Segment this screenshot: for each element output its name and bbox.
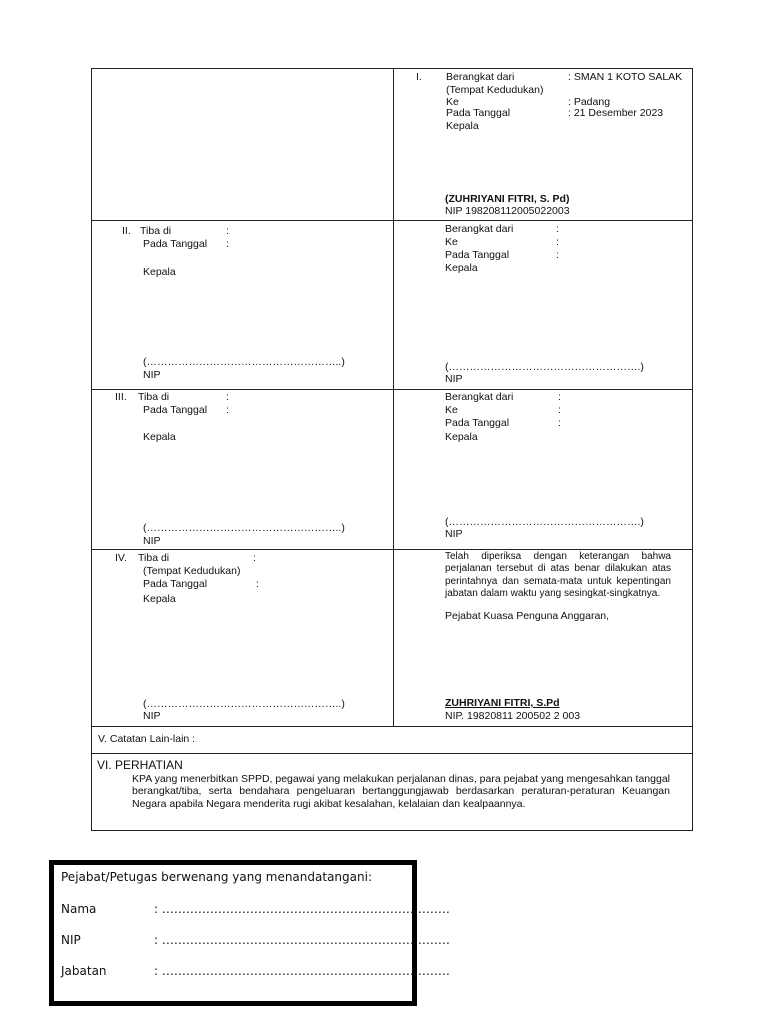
sec4-tempat-label: (Tempat Kedudukan)	[143, 565, 241, 577]
sec3-signature-line: (………………………………………………..)	[143, 522, 345, 534]
sec2r-berangkat-colon: :	[556, 223, 559, 235]
sec2r-kepala: Kepala	[445, 262, 478, 274]
sec2r-tanggal-label: Pada Tanggal	[445, 249, 510, 261]
column-divider	[393, 69, 394, 726]
sec2-tiba-colon: :	[226, 225, 229, 237]
sppd-form-frame	[91, 68, 693, 831]
sec3r-nip: NIP	[445, 528, 463, 540]
sec3r-signature-line: (……………………………………………….)	[445, 516, 644, 528]
row-divider-5	[92, 753, 692, 754]
sec4-tiba-colon: :	[253, 552, 256, 564]
sec1-kepala: Kepala	[446, 120, 479, 132]
sec2r-ke-label: Ke	[445, 236, 458, 248]
sec1-value-berangkat: : SMAN 1 KOTO SALAK	[568, 71, 683, 83]
sec3r-berangkat-label: Berangkat dari	[445, 391, 514, 403]
sec2r-berangkat-label: Berangkat dari	[445, 223, 514, 235]
sec1-official-nip: NIP 198208112005022003	[445, 205, 570, 217]
sec2r-nip: NIP	[445, 373, 463, 385]
sec1-label-tempat: (Tempat Kedudukan)	[446, 84, 544, 96]
sec3-kepala: Kepala	[143, 431, 176, 443]
row-divider-4	[92, 726, 692, 727]
sec3r-ke-colon: :	[558, 404, 561, 416]
sec6-perhatian-text: KPA yang menerbitkan SPPD, pegawai yang melakukan perjalanan dinas, para pejabat yang mengesahkan tanggal berangkat/tiba, serta bendahara pengeluaran bertanggungjawab berdasarkan peraturan-peraturan Keuangan Negara apabila Negara menderita rugi akibat kesalahan, kelalaian dan kealpaannya.	[132, 773, 670, 810]
signbox-nama-label: Nama	[61, 902, 97, 916]
sec3r-berangkat-colon: :	[558, 391, 561, 403]
sec2-tanggal-colon: :	[226, 238, 229, 250]
row-divider-2	[92, 389, 692, 390]
sec4-pejabat-title: Pejabat Kuasa Penguna Anggaran,	[445, 610, 610, 622]
sec3-tanggal-label: Pada Tanggal	[143, 404, 208, 416]
sec2r-ke-colon: :	[556, 236, 559, 248]
sec4-tiba-label: Tiba di	[138, 552, 170, 564]
sec4-official-name: ZUHRIYANI FITRI, S.Pd	[445, 697, 560, 709]
sec1-label-tanggal: Pada Tanggal	[446, 107, 511, 119]
sec1-value-tanggal: : 21 Desember 2023	[568, 107, 664, 119]
sec3-tiba-label: Tiba di	[138, 391, 170, 403]
signbox-jabatan-label: Jabatan	[61, 964, 107, 978]
row-divider-1	[92, 220, 692, 221]
sec4-tanggal-label: Pada Tanggal	[143, 578, 208, 590]
signbox-nip-field: : ………………………………………………………………	[154, 933, 450, 947]
row-divider-3	[92, 549, 692, 550]
section-4-number: IV.	[115, 552, 127, 564]
sec2-tanggal-label: Pada Tanggal	[143, 238, 208, 250]
sec2-signature-line: (………………………………………………..)	[143, 356, 345, 368]
sec3r-tanggal-colon: :	[558, 417, 561, 429]
section-1-number: I.	[416, 71, 422, 83]
sec4-signature-line: (………………………………………………..)	[143, 698, 345, 710]
signbox-nip-label: NIP	[61, 933, 81, 947]
sec2r-signature-line: (……………………………………………….)	[445, 361, 644, 373]
section-3-number: III.	[115, 391, 127, 403]
sec2-nip: NIP	[143, 369, 161, 381]
sec3r-kepala: Kepala	[445, 431, 478, 443]
sec3-tanggal-colon: :	[226, 404, 229, 416]
sec2r-tanggal-colon: :	[556, 249, 559, 261]
sec3r-tanggal-label: Pada Tanggal	[445, 417, 510, 429]
sec1-value-ke: : Padang	[568, 96, 611, 108]
signbox-jabatan-field: : ………………………………………………………………	[154, 964, 450, 978]
sec3r-ke-label: Ke	[445, 404, 458, 416]
sec1-label-ke: Ke	[446, 96, 459, 108]
sec1-official-name: (ZUHRIYANI FITRI, S. Pd)	[445, 193, 570, 205]
sec3-nip: NIP	[143, 535, 161, 547]
signbox-nama-field: : ………………………………………………………………	[154, 902, 450, 916]
sec3-tiba-colon: :	[226, 391, 229, 403]
sec4-kepala: Kepala	[143, 593, 176, 605]
sec5-catatan-label: V. Catatan Lain-lain :	[98, 733, 196, 745]
sec2-tiba-label: Tiba di	[140, 225, 172, 237]
sec4-official-nip: NIP. 19820811 200502 2 003	[445, 710, 581, 722]
sec6-title: VI. PERHATIAN	[97, 758, 183, 772]
sec1-label-berangkat: Berangkat dari	[446, 71, 515, 83]
sec4-tanggal-colon: :	[256, 578, 259, 590]
sec4-nip: NIP	[143, 710, 161, 722]
sec4-verification-text: Telah diperiksa dengan keterangan bahwa perjalanan tersebut di atas benar dilakukan atas perintahnya dan semata-mata untuk kepentingan jabatan dalam waktu yang sesingkat-singkatnya.	[445, 551, 671, 600]
signbox-title: Pejabat/Petugas berwenang yang menandatangani:	[61, 870, 372, 884]
section-2-number: II.	[122, 225, 131, 237]
sec2-kepala: Kepala	[143, 266, 176, 278]
